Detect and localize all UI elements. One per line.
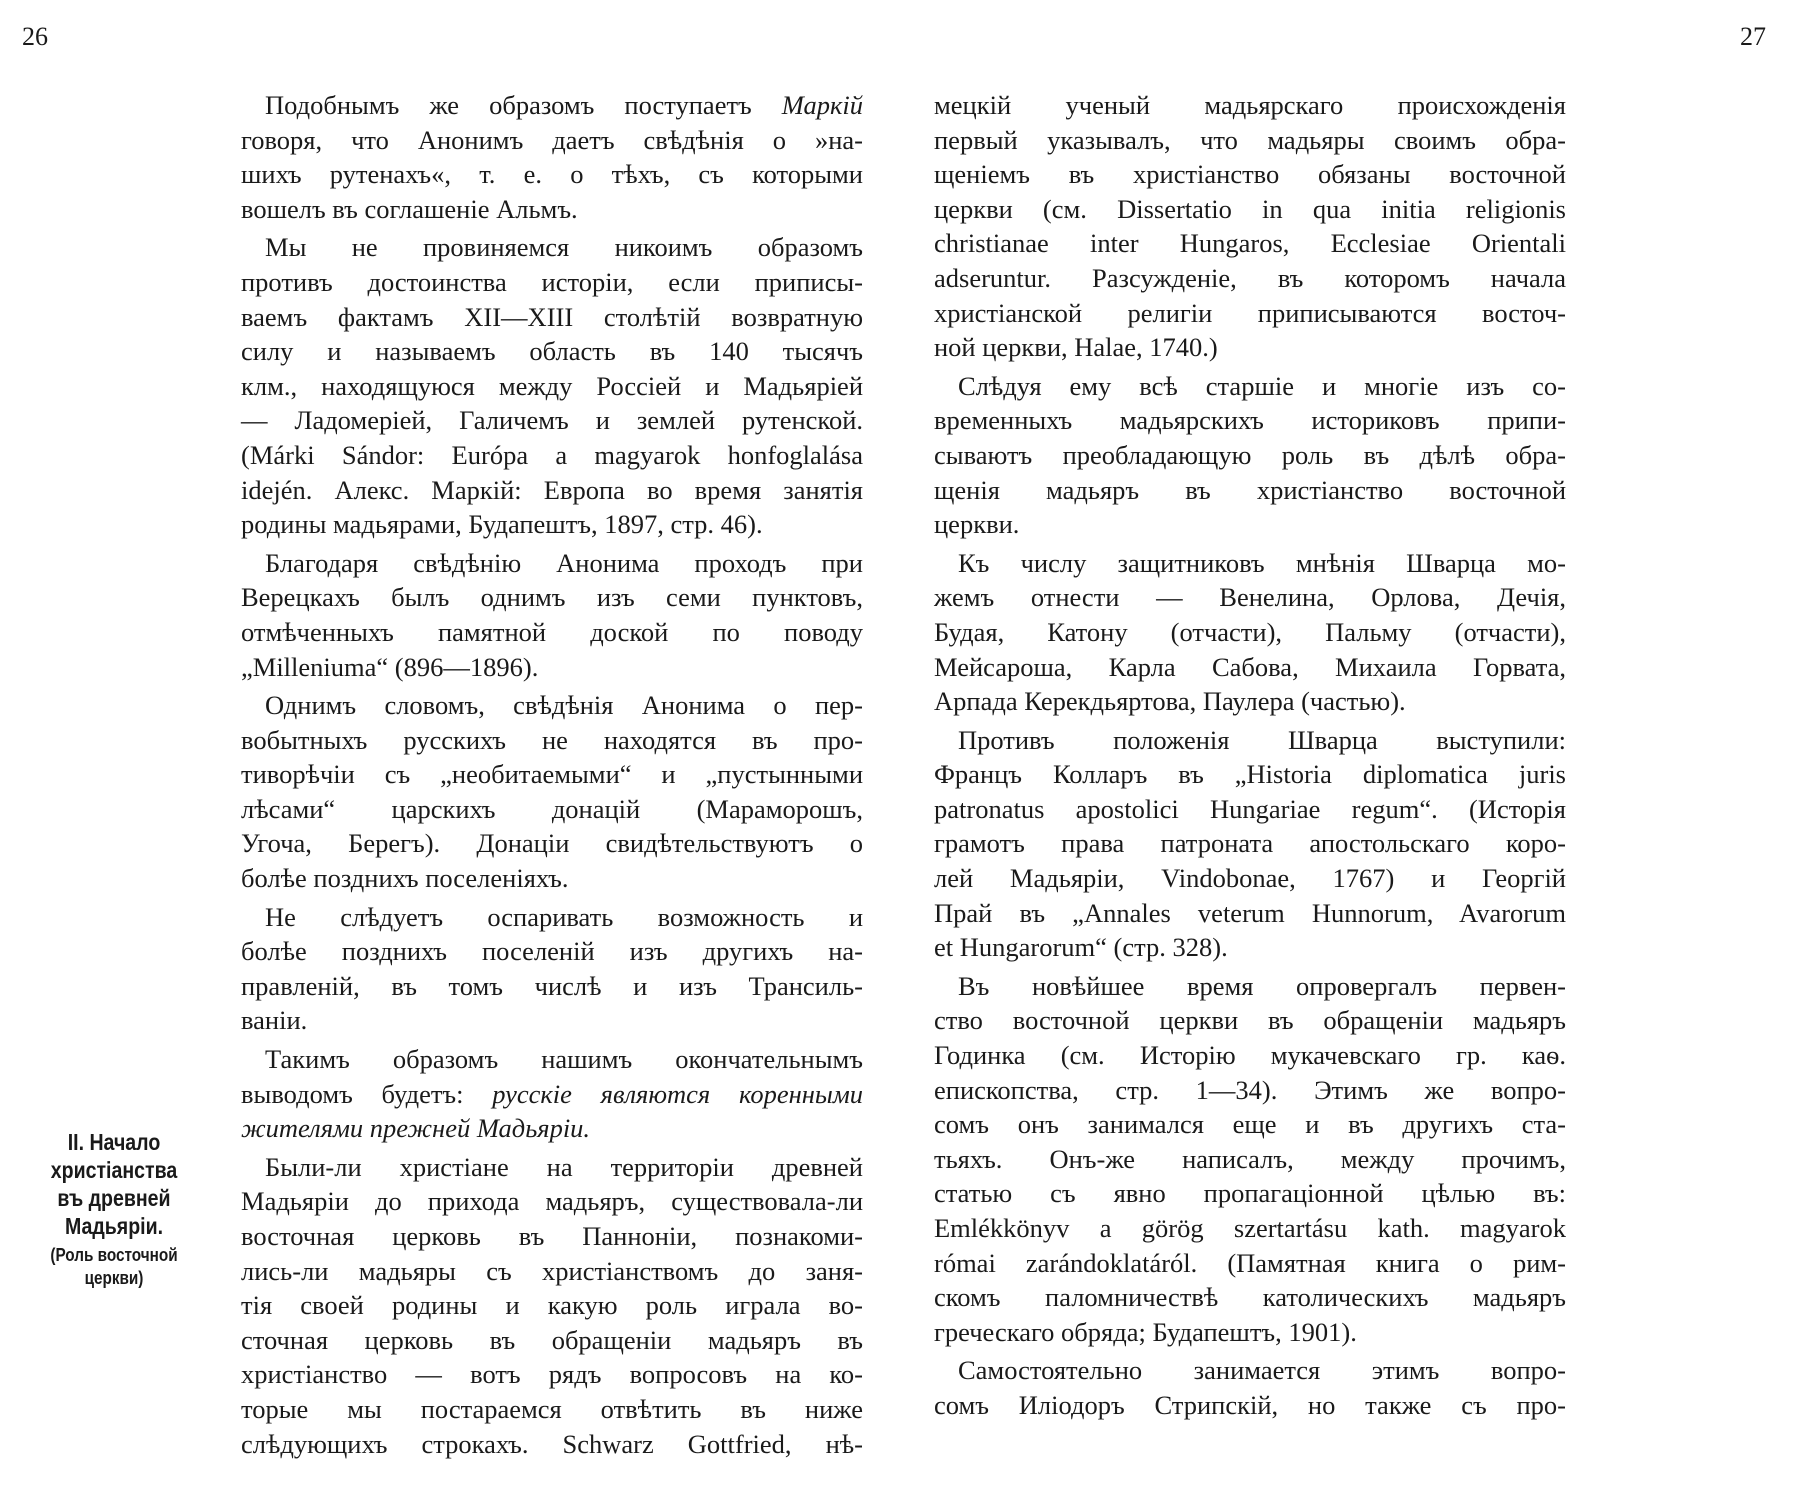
text-line: Emlékkönyv a görög szertartásu kath. magyarok (934, 1213, 1566, 1243)
text-line: греческаго обряда; Будапештъ, 1901). (934, 1316, 1357, 1347)
text-line: Слѣдуя ему всѣ старшіе и многіе изъ со- (958, 370, 1566, 401)
text-line: сточная церковь въ обращеніи мадьяръ въ (241, 1324, 863, 1355)
text-line: „Milleniuma“ (896—1896). (241, 651, 539, 682)
text-line: Мы не провиняемся никоимъ образомъ (265, 232, 863, 263)
sidenote-heading-line: христіанства (50, 1157, 178, 1183)
italic-emphasis: Маркій (781, 90, 863, 120)
text-line: ваніи. (241, 1005, 308, 1036)
text-line: Прай въ „Annales veterum Hunnorum, Avarorum (934, 897, 1566, 928)
text-line: первый указывалъ, что мадьяры своимъ обра- (934, 124, 1566, 155)
text-line: родины мадьярами, Будапештъ, 1897, стр. 46). (241, 509, 763, 540)
text-line: противъ достоинства исторіи, если приписы- (241, 266, 863, 297)
left-page-text-column (241, 88, 863, 1461)
text-line: говоря, что Анонимъ даетъ свѣдѣнія о »на- (241, 124, 863, 155)
text-line: Не слѣдуетъ оспаривать возможность и (265, 901, 863, 932)
text-line: Францъ Колларъ въ „Historia diplomatica juris (934, 759, 1566, 790)
text-line (241, 1111, 863, 1146)
text-line: Угоча, Берегъ). Донаціи свидѣтельствуютъ о (241, 828, 863, 859)
page-number-right: 27 (1740, 22, 1766, 51)
text-line: adseruntur. Разсужденіе, въ которомъ начала (934, 262, 1566, 293)
text-line: Были-ли христіане на территоріи древней (265, 1151, 863, 1182)
text-line: ваемъ фактамъ XII—XIII столѣтій возвратную (241, 301, 863, 332)
text-line: сываютъ преобладающую роль въ дѣлѣ обра- (934, 439, 1566, 470)
text-line: временныхъ мадьярскихъ историковъ припи- (934, 405, 1566, 436)
text-line: мецкій ученый мадьярскаго происхожденія (934, 90, 1566, 120)
text-line: болѣе позднихъ поселеній изъ другихъ на- (241, 936, 863, 967)
text-line: сомъ Иліодоръ Стрипскій, но также съ про- (934, 1389, 1566, 1420)
text-line: patronatus apostolici Hungariae regum“. (Исторія (934, 793, 1566, 824)
text-line: Подобнымъ же образомъ поступаетъ Маркій (265, 90, 863, 120)
text-line: Благодаря свѣдѣнію Анонима проходъ при (265, 547, 863, 578)
text-line: Въ новѣйшее время опровергалъ первен- (958, 970, 1566, 1001)
text-line: Мейсароша, Карла Сабова, Михаила Горвата, (934, 651, 1566, 682)
text-line: щеніемъ въ христіанство обязаны восточной (934, 159, 1566, 190)
text-line: тія своей родины и какую роль играла во- (241, 1290, 863, 1321)
text-line: лись-ли мадьяры съ христіанствомъ до заня- (241, 1255, 863, 1286)
text-line: Однимъ словомъ, свѣдѣнія Анонима о пер- (265, 690, 863, 721)
text-line: лей Мадьяріи, Vindobonae, 1767) и Георгій (934, 863, 1566, 894)
text-line: Такимъ образомъ нашимъ окончательнымъ (265, 1044, 863, 1075)
text-line: восточная церковь въ Панноніи, познакоми- (241, 1221, 863, 1251)
text-line: щенія мадьяръ въ христіанство восточной (934, 474, 1566, 505)
text-line: Мадьяріи до прихода мадьяръ, существовала-ли (241, 1186, 863, 1217)
text-line: болѣе позднихъ поселеніяхъ. (241, 863, 569, 894)
text-line: idején. Алекс. Маркій: Европа во время занятія (241, 474, 863, 505)
text-line: Годинка (см. Исторію мукачевскаго гр. каѳ. (934, 1040, 1566, 1071)
right-page-text-column (934, 88, 1566, 1423)
text-line: скомъ паломничествѣ католическихъ мадьяръ (934, 1282, 1566, 1313)
sidenote-heading-line: II. Начало (67, 1129, 161, 1155)
text-line: Арпада Керекдьяртова, Паулера (частью). (934, 686, 1406, 717)
text-line: сомъ онъ занимался еще и въ другихъ ста- (934, 1109, 1566, 1140)
text-line: грамотъ права патроната апостольскаго коро- (934, 828, 1566, 859)
text-line: выводомъ будетъ: русскіе являются коренными (241, 1078, 864, 1109)
text-line: római zarándoklatáról. (Памятная книга о рим- (934, 1247, 1566, 1278)
text-line: шихъ рутенахъ«, т. е. о тѣхъ, съ которыми (241, 159, 863, 190)
text-line: торые мы постараемся отвѣтить въ ниже (241, 1393, 863, 1424)
text-line: ной церкви, Halae, 1740.) (934, 332, 1218, 363)
text-line: клм., находящуюся между Россіей и Мадьяріей (241, 370, 863, 401)
text-line: et Hungarorum“ (стр. 328). (934, 932, 1228, 963)
page-number-left: 26 (22, 22, 48, 51)
italic-emphasis: русскіе являются коренными (492, 1078, 864, 1109)
text-line: статью съ явно пропагаціонной цѣлью въ: (934, 1178, 1566, 1209)
text-line: слѣдующихъ строкахъ. Schwarz Gottfried, нѣ- (241, 1428, 863, 1459)
margin-sidenote (16, 1128, 212, 1290)
text-line: тьяхъ. Онъ-же написалъ, между прочимъ, (934, 1143, 1566, 1174)
text-line: тиворѣчіи съ „необитаемыми“ и „пустынными (241, 759, 863, 790)
text-line: церкви. (934, 509, 1020, 540)
text-line: епископства, стр. 1—34). Этимъ же вопро- (934, 1074, 1566, 1105)
sidenote-subtitle-line: церкви) (84, 1268, 144, 1288)
text-line: (Márki Sándor: Európa a magyarok honfoglalása (241, 439, 863, 470)
text-line: Верецкахъ былъ однимъ изъ семи пунктовъ, (241, 582, 863, 613)
text-line: отмѣченныхъ памятной доской по поводу (241, 616, 863, 647)
sidenote-heading-line: въ древней (57, 1185, 171, 1211)
text-line: — Ладомеріей, Галичемъ и землей рутенской. (241, 405, 863, 436)
sidenote-subtitle-line: (Роль восточной (50, 1245, 178, 1265)
text-line: силу и называемъ область въ 140 тысячъ (241, 336, 863, 367)
text-line: Противъ положенія Шварца выступили: (958, 724, 1566, 755)
text-line: вобытныхъ русскихъ не находятся въ про- (241, 724, 863, 755)
text-line: Къ числу защитниковъ мнѣнія Шварца мо- (958, 547, 1566, 578)
text-line: лѣсами“ царскихъ донацій (Мараморошъ, (241, 793, 863, 824)
sidenote-heading-line: Мадьяріи. (64, 1213, 164, 1239)
text-line: правленій, въ томъ числѣ и изъ Трансиль- (241, 970, 863, 1001)
text-line: христіанской религіи приписываются восточ- (934, 297, 1566, 328)
italic-emphasis: жителями прежней Мадьяріи. (241, 1113, 591, 1144)
text-line: Самостоятельно занимается этимъ вопро- (958, 1355, 1566, 1386)
text-line: христіанство — вотъ рядъ вопросовъ на ко- (241, 1359, 863, 1390)
text-line: жемъ отнести — Венелина, Орлова, Дечія, (934, 582, 1566, 613)
text-line: ство восточной церкви въ обращеніи мадьяръ (934, 1005, 1566, 1036)
text-line: christianae inter Hungaros, Ecclesiae Orientali (934, 228, 1566, 259)
text-line: церкви (см. Dissertatio in qua initia religionis (934, 193, 1566, 224)
text-line: вошелъ въ соглашеніе Альмъ. (241, 193, 578, 224)
text-line: Будая, Катону (отчасти), Пальму (отчасти), (934, 616, 1566, 647)
